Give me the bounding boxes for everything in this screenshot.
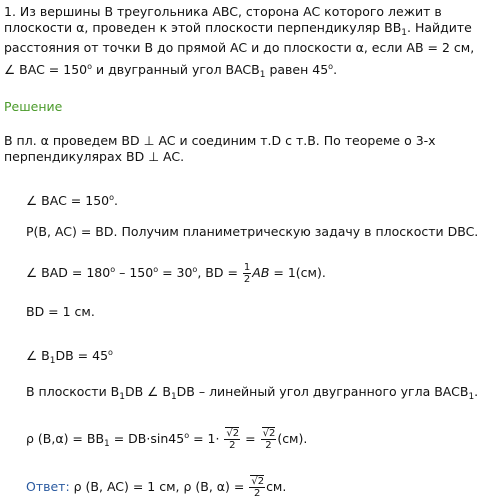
fraction-sqrt2-over-2: $\frac{√2}{2}$ xyxy=(226,428,240,451)
intro-line-1: В пл. α проведем BD ⊥ AC и соединим т.D с т.B. По теореме о 3-х xyxy=(4,133,436,148)
answer-line: Ответ: ρ (B, AC) = 1 см, ρ (B, α) = $\frac{√2}{2}$ см. xyxy=(26,476,287,499)
step-linear-angle: В плоскости $B_1DB$ ∠ $B_1DB$ – линейный угол двугранного угла $BACB_1$. xyxy=(26,384,479,402)
fraction-sqrt2-over-2-result: $\frac{√2}{2}$ xyxy=(262,428,276,451)
step-bd-value: BD = 1 см. xyxy=(26,304,95,319)
step-distance-bd: P(B, AC) = BD. Получим планиметрическую задачу в плоскости DBC. xyxy=(26,224,479,239)
solution-heading: Решение xyxy=(4,99,63,114)
problem-line-2: плоскости α, проведен к этой плоскости перпендикуляр $BB_1$. Найдите xyxy=(4,20,472,38)
step-angle-bac: ∠ BAC = $150^o$. xyxy=(26,193,118,208)
step-rho-b-alpha: ρ $(B,\alpha) = BB_1 = DB\cdot\sin 45^o = 1\cdot$ $\frac{√2}{2}$ = $\frac{√2}{2}$ (см). xyxy=(26,428,308,451)
problem-line-3: расстояния от точки B до прямой AC и до плоскости α, если AB = 2 см, xyxy=(4,40,475,55)
answer-label: Ответ: xyxy=(26,479,70,494)
problem-line-1: 1. Из вершины B треугольника ABC, сторона AC которого лежит в xyxy=(4,4,442,19)
fraction-one-half: $\frac{1}{2}$ xyxy=(243,262,251,285)
step-angle-b1db: ∠ $B_1DB = 45^o$ xyxy=(26,348,113,366)
problem-line-4: ∠ BAC = $150^o$ и двугранный угол $BACB_1$ равен 45$^o$. xyxy=(4,62,338,80)
intro-line-2: перпендикулярах BD ⊥ AC. xyxy=(4,149,185,164)
fraction-answer: $\frac{√2}{2}$ xyxy=(251,476,265,499)
step-angle-bad: ∠ BAD = $180^o - 150^o = 30^o$, BD = $\frac{1}{2}$ AB = 1(см). xyxy=(26,262,326,285)
